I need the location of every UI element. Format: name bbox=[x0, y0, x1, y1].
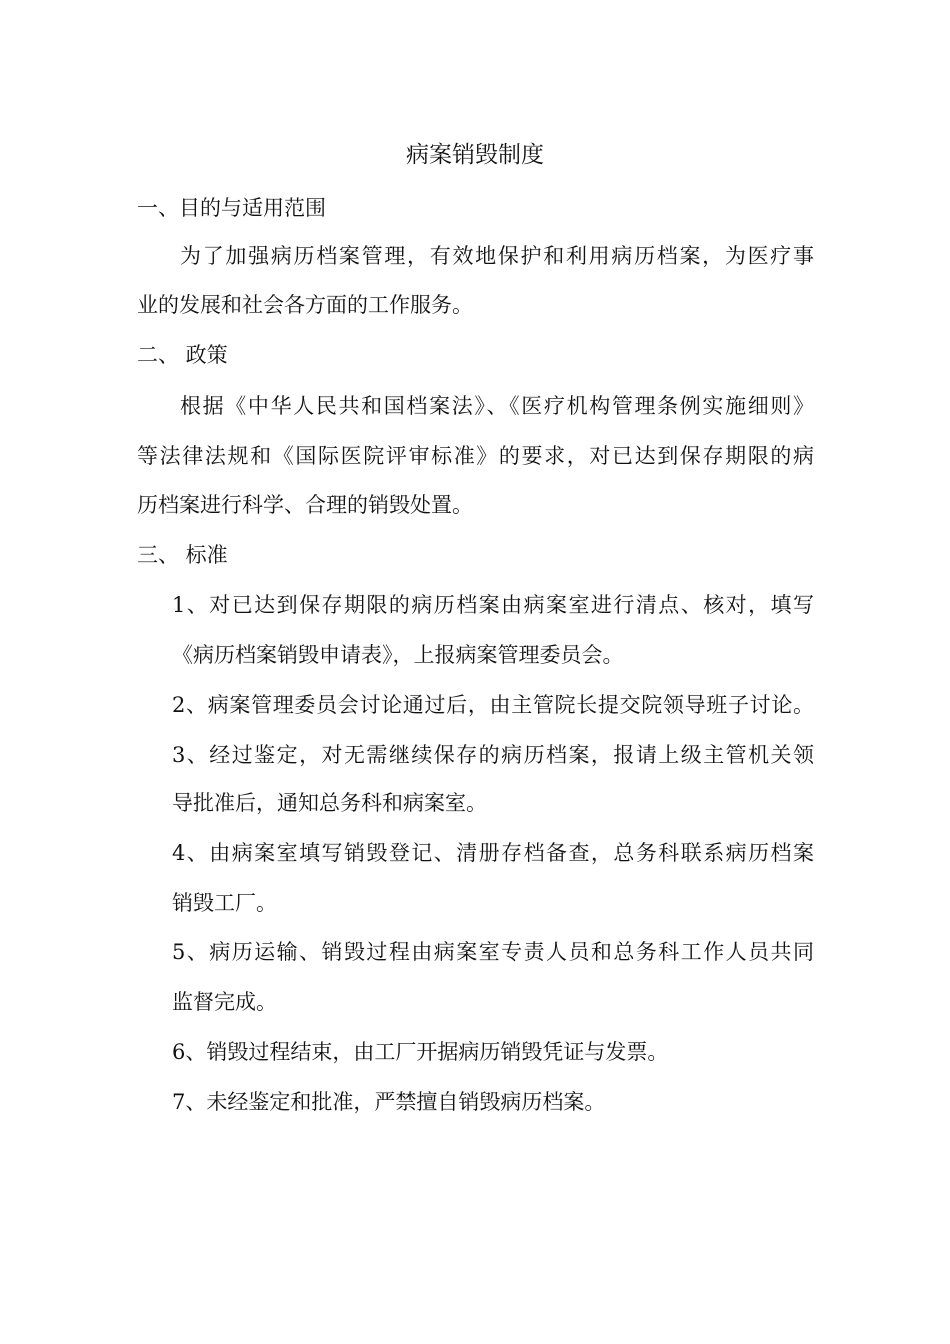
paragraph-line: 根据《中华人民共和国档案法》、《医疗机构管理条例实施细则》 bbox=[180, 394, 814, 418]
list-item: 6、销毁过程结束，由工厂开据病历销毁凭证与发票。 bbox=[172, 1040, 669, 1064]
list-item: 5、病历运输、销毁过程由病案室专责人员和总务科工作人员共同 bbox=[172, 940, 814, 964]
list-item: 3、经过鉴定，对无需继续保存的病历档案，报请上级主管机关领 bbox=[172, 743, 814, 767]
list-item-continuation: 监督完成。 bbox=[172, 990, 277, 1014]
list-item-continuation: 销毁工厂。 bbox=[172, 891, 277, 915]
paragraph-line: 等法律法规和《国际医院评审标准》的要求，对已达到保存期限的病 bbox=[137, 444, 814, 468]
list-item: 2、病案管理委员会讨论通过后，由主管院长提交院领导班子讨论。 bbox=[172, 693, 814, 717]
list-item-continuation: 《病历档案销毁申请表》，上报病案管理委员会。 bbox=[172, 643, 624, 667]
paragraph-line: 业的发展和社会各方面的工作服务。 bbox=[137, 293, 473, 317]
list-item-continuation: 导批准后，通知总务科和病案室。 bbox=[172, 791, 487, 815]
paragraph-line: 历档案进行科学、合理的销毁处置。 bbox=[137, 493, 473, 517]
list-item: 4、由病案室填写销毁登记、清册存档备查，总务科联系病历档案 bbox=[172, 841, 814, 865]
list-item: 7、未经鉴定和批准，严禁擅自销毁病历档案。 bbox=[172, 1090, 606, 1114]
list-item: 1、对已达到保存期限的病历档案由病案室进行清点、核对，填写 bbox=[172, 593, 814, 617]
section-heading-standard: 三、 标准 bbox=[137, 543, 228, 567]
section-heading-purpose: 一、目的与适用范围 bbox=[137, 196, 326, 220]
section-heading-policy: 二、 政策 bbox=[137, 343, 228, 367]
paragraph-line: 为了加强病历档案管理，有效地保护和利用病历档案，为医疗事 bbox=[180, 244, 814, 268]
document-title: 病案销毁制度 bbox=[406, 142, 544, 168]
